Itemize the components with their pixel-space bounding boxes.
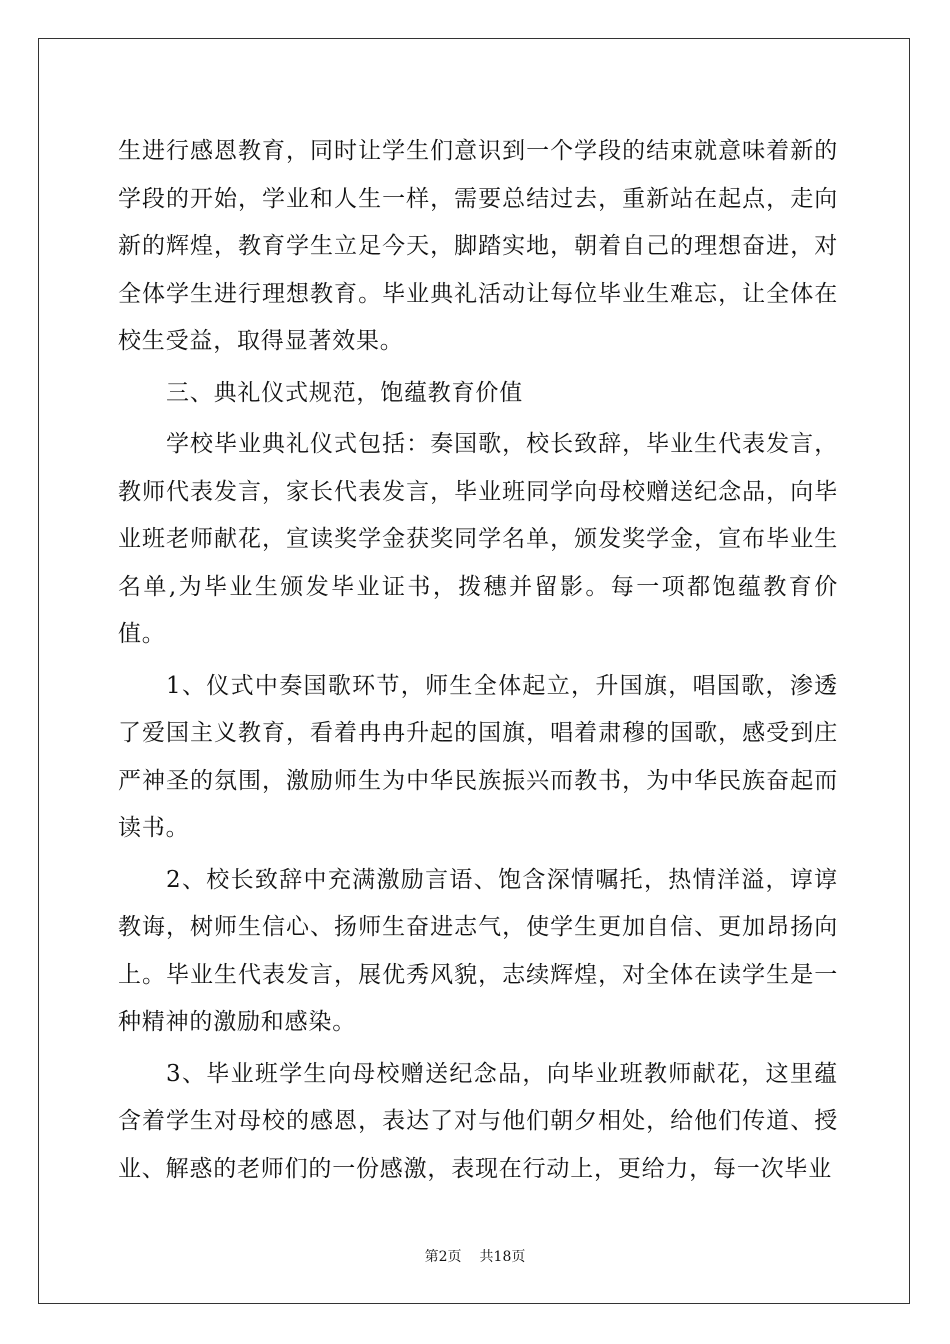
paragraph: 2、校长致辞中充满激励言语、饱含深情嘱托，热情洋溢，谆谆教诲，树师生信心、扬师生奋进志气，使学生更加自信、更加昂扬向上。毕业生代表发言，展优秀风貌，志续辉煌，对全体在读学生是一种精神的激励和感染。: [118, 866, 838, 1035]
page-footer: [0, 1246, 950, 1266]
paragraph: 生进行感恩教育，同时让学生们意识到一个学段的结束就意味着新的学段的开始，学业和人生一样，需要总结过去，重新站在起点，走向新的辉煌，教育学生立足今天，脚踏实地，朝着自己的理想奋进，对全体学生进行理想教育。毕业典礼活动让每位毕业生难忘，让全体在校生受益，取得显著效果。: [118, 138, 838, 354]
paragraph: 3、毕业班学生向母校赠送纪念品，向毕业班教师献花，这里蕴含着学生对母校的感恩，表达了对与他们朝夕相处，给他们传道、授业、解惑的老师们的一份感激，表现在行动上，更给力，每一次毕业: [118, 1060, 838, 1182]
page-total: 共18页: [479, 1249, 526, 1265]
document-body: [118, 128, 838, 1193]
page-number: 第2页: [424, 1249, 462, 1265]
section-heading: 三、典礼仪式规范，饱蕴教育价值: [166, 379, 523, 406]
paragraph: 学校毕业典礼仪式包括：奏国歌，校长致辞，毕业生代表发言，教师代表发言，家长代表发言，毕业班同学向母校赠送纪念品，向毕业班老师献花，宣读奖学金获奖同学名单，颁发奖学金，宣布毕业生名单,为毕业生颁发毕业证书，拨穗并留影。每一项都饱蕴教育价值。: [118, 431, 838, 647]
paragraph: 1、仪式中奏国歌环节，师生全体起立，升国旗，唱国歌，渗透了爱国主义教育，看着冉冉升起的国旗，唱着肃穆的国歌，感受到庄严神圣的氛围，激励师生为中华民族振兴而教书，为中华民族奋起而读书。: [118, 672, 838, 841]
